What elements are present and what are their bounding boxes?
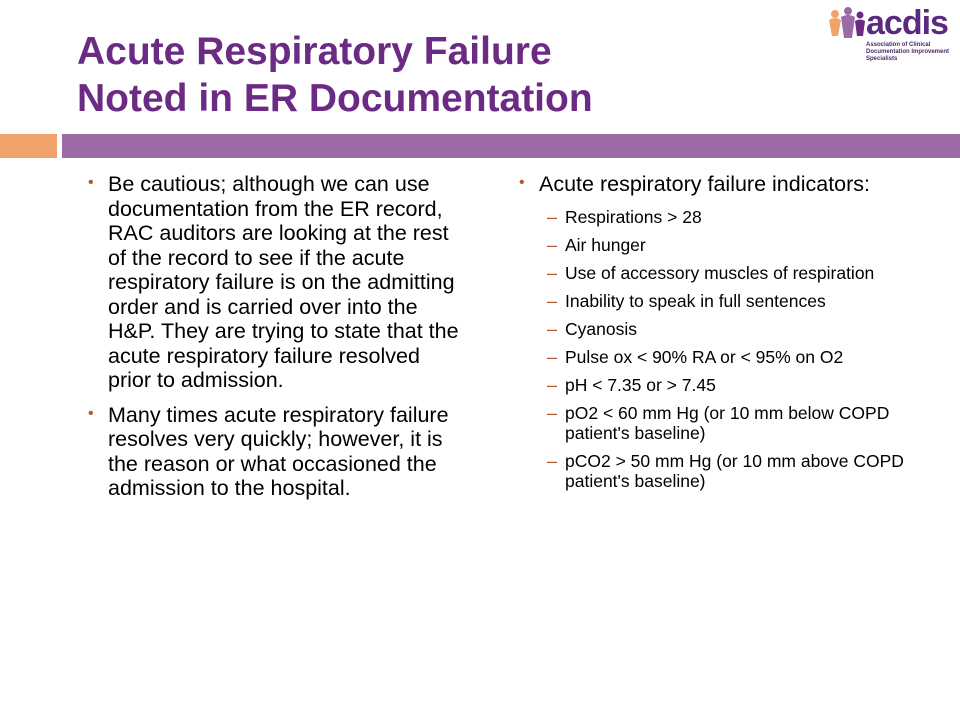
indicator-text: Inability to speak in full sentences — [565, 290, 826, 311]
bullet-item — [519, 172, 919, 491]
slide-title — [77, 28, 777, 122]
dash-marker: – — [547, 262, 558, 283]
indicator-text: pCO2 > 50 mm Hg (or 10 mm above COPD patient's baseline) — [565, 450, 904, 491]
indicator-item — [519, 347, 919, 367]
right-column — [519, 172, 919, 491]
indicator-item — [519, 375, 919, 395]
bullet-text: Many times acute respiratory failure resolves very quickly; however, it is the reason or what occasioned the admission to the hospital. — [108, 402, 449, 500]
accent-bar-purple — [62, 134, 960, 158]
indicator-text: Cyanosis — [565, 318, 637, 339]
indicator-item — [519, 403, 919, 443]
bullet-marker: • — [88, 174, 94, 191]
dash-marker: – — [547, 234, 558, 255]
indicator-item — [519, 207, 919, 227]
indicator-text: Air hunger — [565, 234, 646, 255]
logo-wordmark: acdis — [866, 4, 948, 42]
bullet-marker: • — [88, 404, 94, 422]
bullet-item — [88, 403, 468, 501]
dash-marker: – — [547, 450, 558, 471]
indicator-item — [519, 291, 919, 311]
bullet-text: Be cautious; although we can use documentation from the ER record, RAC auditors are looking at the rest of the record to see if the acute respiratory failure is on the admitting order and is carried over into the H&P. They are trying to state that the acute respiratory failure resolved prior to admission. — [108, 172, 459, 392]
indicator-item — [519, 263, 919, 283]
indicator-list — [539, 207, 919, 491]
slide-title-line-1: Acute Respiratory Failure — [77, 30, 552, 73]
dash-marker: – — [547, 346, 558, 367]
indicator-item — [519, 451, 919, 491]
left-column — [88, 172, 468, 501]
bullet-marker: • — [519, 174, 525, 191]
indicators-heading: Acute respiratory failure indicators: — [539, 172, 871, 196]
dash-marker: – — [547, 206, 558, 227]
indicator-text: pH < 7.35 or > 7.45 — [565, 374, 716, 395]
bullet-item — [88, 172, 468, 393]
indicator-text: Respirations > 28 — [565, 206, 702, 227]
indicator-item — [519, 319, 919, 339]
dash-marker: – — [547, 318, 558, 339]
indicator-text: Pulse ox < 90% RA or < 95% on O2 — [565, 346, 844, 367]
dash-marker: – — [547, 402, 558, 423]
people-figures-icon — [826, 6, 868, 48]
indicator-text: Use of accessory muscles of respiration — [565, 262, 875, 283]
indicator-text: pO2 < 60 mm Hg (or 10 mm below COPD patient's baseline) — [565, 402, 890, 443]
slide-title-line-2: Noted in ER Documentation — [77, 77, 593, 120]
indicator-item — [519, 235, 919, 255]
dash-marker: – — [547, 290, 558, 311]
acdis-logo — [826, 4, 956, 66]
dash-marker: – — [547, 374, 558, 395]
logo-tagline: Association of Clinical Documentation Improvement Specialists — [866, 42, 950, 62]
accent-bar-orange — [0, 134, 57, 158]
